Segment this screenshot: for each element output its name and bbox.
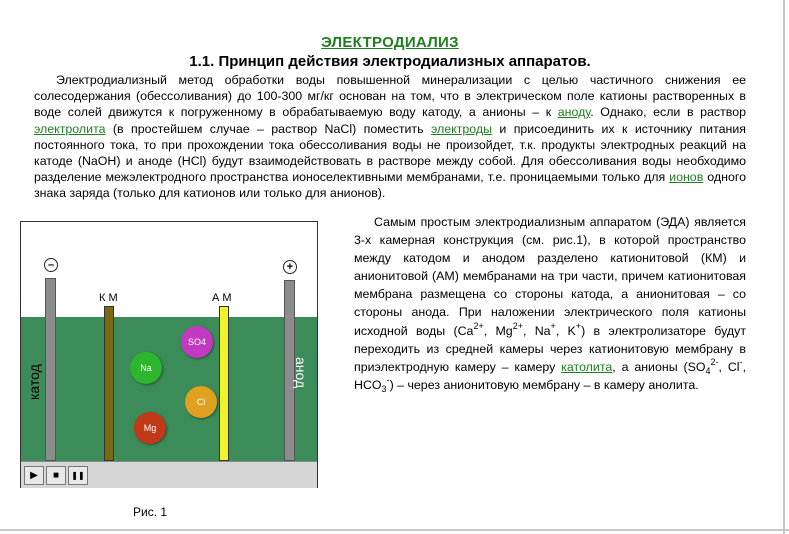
cl-ion: Cl (185, 386, 217, 418)
figure-caption: Рис. 1 (133, 505, 168, 519)
cathode-electrode (45, 278, 56, 461)
section-subtitle: 1.1. Принцип действия электродиализных аппаратов. (189, 53, 591, 70)
electrodialysis-diagram (20, 221, 318, 488)
cathode-label: катод (26, 364, 42, 400)
so4-ion: SO4 (181, 326, 213, 358)
window-frame-right (783, 0, 785, 534)
na-ion: Na (130, 352, 162, 384)
link-ions[interactable]: ионов (669, 170, 704, 185)
cation-membrane (104, 306, 114, 461)
pause-button[interactable]: ❚❚ (68, 466, 88, 485)
water-bath (21, 317, 317, 461)
description-paragraph: Самым простым электродиализным аппаратом (ЭДА) является 3-х камерная конструкция (см. рис.1), в которой пространство между катодом и анодом разделено катионитовой (КМ) и анионитовой (АМ) мембранами на три части, причем катионитовая мембрана размещена со стороны катода, а анионитовая – со стороны анода. При наложении электрического поля катионы исходной воды ($Ca^{2+}$, $Mg^{2+}$, Na+, K+) в электролизаторе будут переходить из средней камеры через катионитовую мембрану в приэлектродную камеру – камеру католита, а анионы ($SO_4^{2-}$, Cl-, $HCO_3^-$) – через анионитовую мембрану – в камеру анолита. (354, 215, 747, 394)
stop-button[interactable]: ■ (46, 466, 66, 485)
am-label: А М (212, 292, 232, 304)
anion-membrane (219, 306, 229, 461)
intro-paragraph: Электродиализный метод обработки воды повышенной минерализации с целью частичного снижения ее солесодержания (обессоливания) до 100-300 мг/кг основан на том, что в электрическом поле катионы растворенных в воде солей движутся к погруженному в обрабатываемую воду катоду, а анионы – к аноду. Однако, если в раствор электролита (в простейшем случае – раствор NaCl) поместить электроды и присоединить их к источнику питания постоянного тока, то при прохождении тока обессоливания воды не произойдет, т.к. продукты электродных реакций на катоде (NaOH) и аноде (HCl) будут взаимодействовать в растворе между собой. Для обессоливания воды необходимо разделение межэлектродного пространства ионоселективными мембранами, т.е. проницаемыми только для ионов одного знака заряда (только для катионов или только для анионов). (34, 73, 746, 201)
page-title[interactable]: ЭЛЕКТРОДИАЛИЗ (321, 34, 459, 51)
anode-label: анод (293, 357, 309, 389)
link-anode[interactable]: аноду (557, 105, 591, 120)
minus-terminal-icon: – (44, 258, 58, 272)
playback-controls (21, 461, 317, 488)
mg-ion: Mg (134, 412, 166, 444)
play-button[interactable]: ▶ (24, 466, 44, 485)
link-electrolyte[interactable]: электролита (34, 121, 106, 136)
plus-terminal-icon: + (283, 260, 297, 274)
window-frame-bottom (0, 529, 789, 531)
link-catholyte[interactable]: католита (561, 359, 613, 374)
link-electrodes[interactable]: электроды (430, 121, 492, 136)
km-label: К М (99, 292, 118, 304)
